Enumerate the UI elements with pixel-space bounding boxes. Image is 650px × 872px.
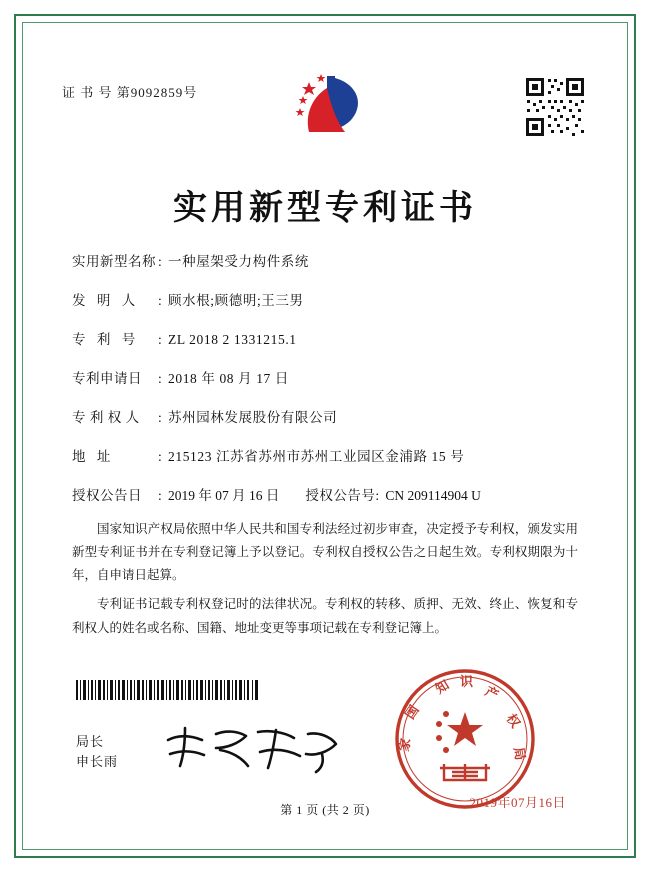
field-label: 专利申请日	[72, 371, 142, 386]
field-value: 顾水根;顾德明;王三男	[168, 293, 304, 308]
field-label: 发 明 人	[72, 293, 140, 308]
red-official-seal-icon	[394, 668, 536, 810]
patent-office-logo-icon	[265, 68, 385, 148]
second-field-value: CN 209114904 U	[385, 488, 481, 503]
second-field-label: 授权公告号	[305, 488, 376, 503]
director-title-label: 局长	[76, 734, 105, 749]
svg-text:知: 知	[433, 677, 453, 698]
field-value: 215123 江苏省苏州市苏州工业园区金浦路 15 号	[168, 449, 465, 464]
svg-text:产: 产	[482, 684, 501, 704]
field-colon: :	[158, 371, 162, 386]
field-row	[72, 445, 578, 465]
second-field-colon: :	[375, 488, 380, 503]
director-name-label: 申长雨	[76, 754, 119, 770]
field-label: 专 利 号	[72, 332, 140, 347]
field-row	[72, 289, 578, 309]
field-label: 专 利 权 人	[72, 410, 140, 425]
svg-text:识: 识	[460, 675, 474, 690]
field-row	[72, 250, 578, 270]
field-value: ZL 2018 2 1331215.1	[168, 332, 297, 347]
svg-text:权: 权	[502, 711, 523, 731]
svg-text:国: 国	[402, 703, 423, 723]
field-row	[72, 406, 578, 426]
legal-text	[72, 518, 578, 646]
svg-text:家: 家	[397, 737, 415, 753]
handwritten-signature-icon	[158, 718, 348, 778]
field-label: 地 址	[72, 449, 115, 464]
certificate-content	[40, 40, 610, 832]
svg-text:局: 局	[510, 746, 528, 762]
certificate-number: 证 书 号 第9092859号	[62, 85, 198, 100]
field-value: 苏州园林发展股份有限公司	[168, 410, 338, 425]
signature-block	[76, 732, 118, 772]
field-colon: :	[158, 332, 162, 347]
barcode-icon	[76, 680, 258, 700]
field-row	[72, 328, 578, 348]
field-label: 授权公告日	[72, 488, 142, 503]
field-colon: :	[158, 254, 162, 269]
paragraph: 专利证书记载专利权登记时的法律状况。专利权的转移、质押、无效、终止、恢复和专利权人的姓名或名称、国籍、地址变更等事项记载在专利登记簿上。	[72, 597, 578, 635]
field-colon: :	[158, 293, 162, 308]
seal-date: 2019年07月16日	[469, 795, 566, 810]
field-colon: :	[158, 449, 162, 464]
field-colon: :	[158, 488, 162, 503]
field-row-grant	[72, 484, 578, 504]
qr-code-icon	[524, 76, 586, 138]
page-footer: 第 1 页 (共 2 页)	[280, 803, 370, 817]
paragraph: 国家知识产权局依照中华人民共和国专利法经过初步审查，决定授予专利权，颁发实用新型专利证书并在专利登记簿上予以登记。专利权自授权公告之日起生效。专利权期限为十年，自申请日起算。	[72, 522, 578, 583]
field-value: 2018 年 08 月 17 日	[168, 371, 289, 386]
field-colon: :	[158, 410, 162, 425]
field-row	[72, 367, 578, 387]
field-value: 2019 年 07 月 16 日	[168, 488, 280, 503]
page-title: 实用新型专利证书	[173, 188, 477, 228]
field-label: 实用新型名称	[72, 254, 156, 269]
field-list	[72, 250, 578, 523]
field-value: 一种屋架受力构件系统	[168, 254, 309, 269]
